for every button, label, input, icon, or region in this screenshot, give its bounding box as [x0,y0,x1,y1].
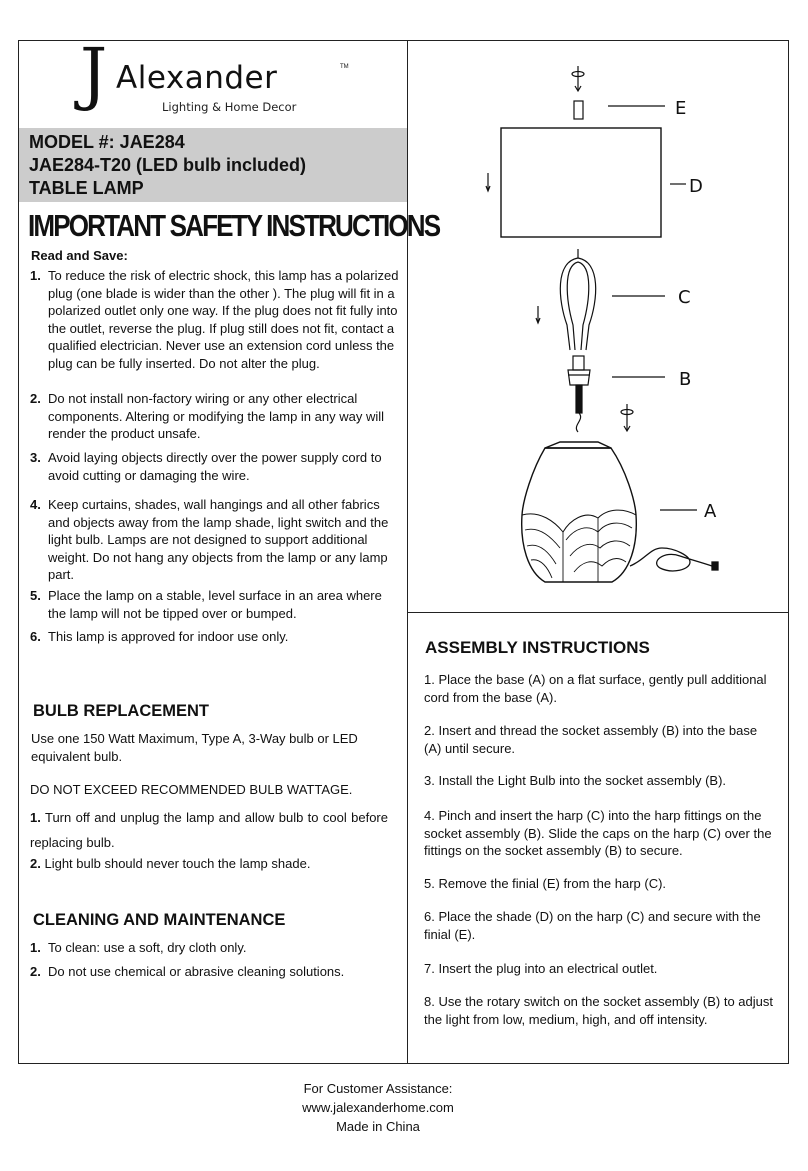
assembly-title: ASSEMBLY INSTRUCTIONS [425,638,650,657]
bulb-step-text: Light bulb should never touch the lamp shade. [44,856,311,871]
cleaning-item-text: To clean: use a soft, dry cloth only. [48,940,247,955]
cleaning-item-text: Do not use chemical or abrasive cleaning solutions. [48,964,345,979]
safety-item [30,390,400,443]
cleaning-title: CLEANING AND MAINTENANCE [33,911,286,929]
lamp-assembly-diagram [408,41,788,611]
model-number: MODEL #: JAE284 [29,132,185,152]
bulb-step-1 [30,805,388,855]
power-cord-icon [630,548,718,571]
rotate-arrow-icon [572,66,584,91]
bulb-step-text: Turn off and unplug the lamp and allow bulb to cool before replacing bulb. [30,810,388,850]
right-panel-divider [407,612,789,613]
socket-part [568,356,590,432]
base-part [522,442,637,582]
safety-item [30,628,400,646]
bulb-step-2 [30,855,400,873]
safety-item-text: Place the lamp on a stable, level surface in an area where the lamp will not be tipped over or bumped. [48,588,382,621]
bulb-step-number: 2. [30,856,41,871]
cleaning-item [30,939,400,957]
footer-website[interactable]: www.jalexanderhome.com [302,1100,454,1115]
safety-item-text: Avoid laying objects directly over the power supply cord to avoid cutting or damaging the wire. [48,450,382,483]
cleaning-item-number: 1. [30,940,41,955]
label-a: A [704,501,717,522]
safety-title: IMPORTANT SAFETY INSTRUCTIONS [28,208,440,243]
logo-initial: J [80,35,108,114]
safety-item-number: 2. [30,391,41,406]
label-c: C [678,287,691,308]
safety-item-text: Keep curtains, shades, wall hangings and all other fabrics and objects away from the lamp shade, light switch and the light bulb. Lamps are not designed to support additional weight. Do not hang any objects from the lamp or any lamp part. [48,497,389,582]
logo-tm: TM [340,64,349,70]
safety-item-text: Do not install non-factory wiring or any other electrical components. Altering or modifying the lamp in any way will render the product unsafe. [48,391,384,441]
down-arrow-icon [536,306,540,323]
safety-item-number: 4. [30,497,41,512]
model-variant: JAE284-T20 (LED bulb included) [29,155,307,175]
product-type: TABLE LAMP [29,178,144,198]
assembly-step: 3. Install the Light Bulb into the socket assembly (B). [424,773,727,788]
safety-item-text: To reduce the risk of electric shock, this lamp has a polarized plug (one blade is wider than the other ). The plug will fit in a polarized outlet only one way. If the plug does not fit fully into the outlet, reverse the plug. If plug still does not fit, contact a qualified electrician. Never use an extension cord unless the plug can be fully inserted. Do not alter the plug. [48,268,399,371]
assembly-step: 4. Pinch and insert the harp (C) into the harp fittings on the socket assembly (B). Slide the caps on the harp (C) over the fittings on the socket assembly (B) to secure. [424,808,772,858]
brand-logo [78,35,378,122]
label-d: D [689,176,703,197]
assembly-step: 7. Insert the plug into an electrical outlet. [424,961,658,976]
bulb-replacement-title: BULB REPLACEMENT [33,702,209,720]
safety-item [30,267,400,372]
safety-item [30,449,400,484]
logo-name: Alexander [116,60,278,96]
rotate-arrow-icon [621,404,633,431]
shade-part [501,128,661,237]
cleaning-item [30,963,400,981]
read-and-save: Read and Save: [31,248,128,263]
label-b: B [679,369,692,390]
safety-item [30,587,400,622]
footer-origin: Made in China [336,1119,420,1134]
safety-item [30,496,400,584]
cleaning-item-number: 2. [30,964,41,979]
assembly-step: 2. Insert and thread the socket assembly (B) into the base (A) until secure. [424,723,758,756]
bulb-step-number: 1. [30,810,41,825]
down-arrow-icon [486,173,490,191]
safety-item-number: 3. [30,450,41,465]
assembly-step: 8. Use the rotary switch on the socket assembly (B) to adjust the light from low, medium, high, and off intensity. [424,994,773,1027]
assembly-step: 6. Place the shade (D) on the harp (C) and secure with the finial (E). [424,909,761,942]
safety-item-text: This lamp is approved for indoor use only. [48,629,289,644]
label-e: E [675,98,687,119]
footer-assistance: For Customer Assistance: [303,1081,453,1096]
harp-part [560,249,595,350]
assembly-step: 5. Remove the finial (E) from the harp (C). [424,876,667,891]
safety-item-number: 1. [30,268,41,283]
assembly-step: 1. Place the base (A) on a flat surface, gently pull additional cord from the base (A). [424,672,767,705]
logo-tagline: Lighting & Home Decor [162,100,297,114]
bulb-description: Use one 150 Watt Maximum, Type A, 3-Way bulb or LED equivalent bulb. [31,731,358,764]
finial-part [574,101,583,119]
bulb-warning: DO NOT EXCEED RECOMMENDED BULB WATTAGE. [30,782,353,797]
safety-item-number: 5. [30,588,41,603]
safety-item-number: 6. [30,629,41,644]
